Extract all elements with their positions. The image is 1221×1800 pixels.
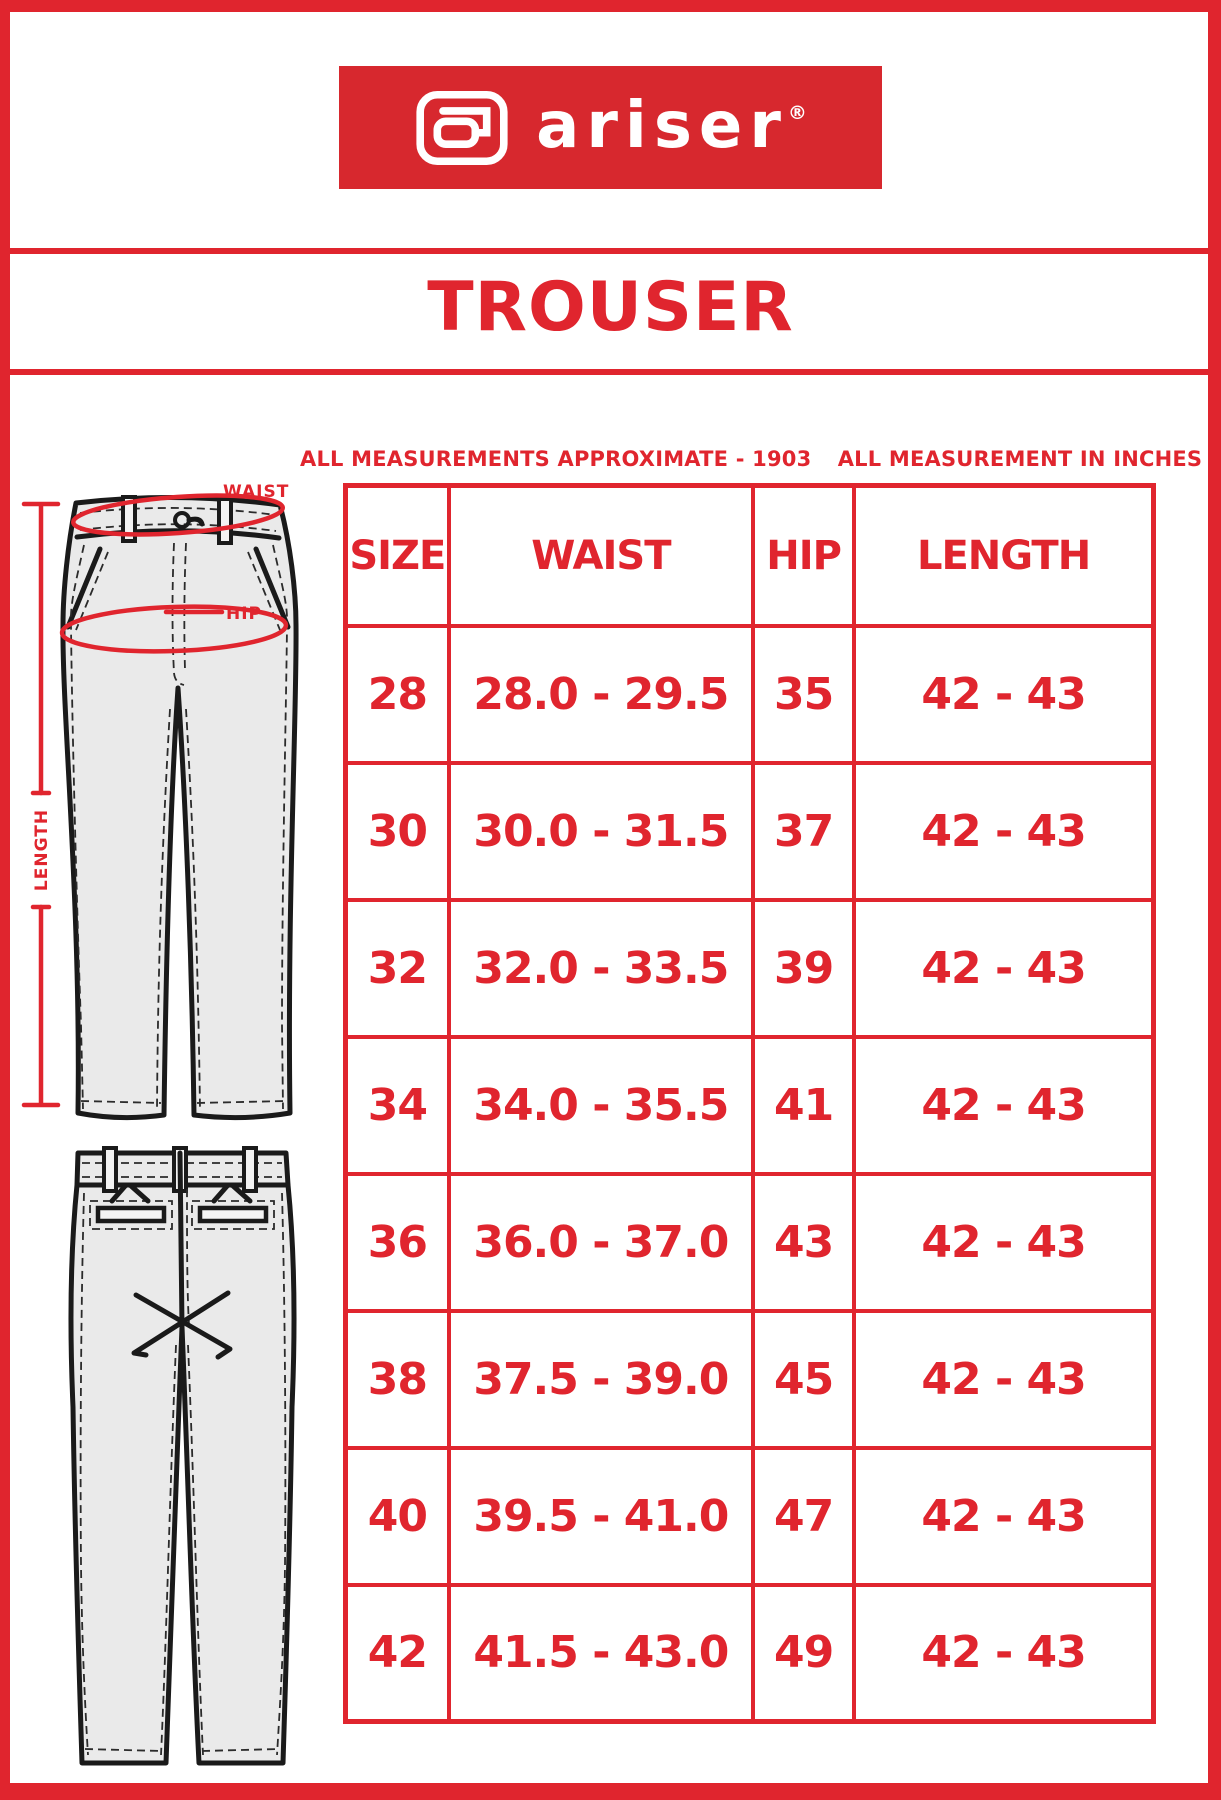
table-cell: 42 - 43: [854, 626, 1153, 763]
table-cell: 42 - 43: [854, 763, 1153, 900]
note-measurements-approximate: ALL MEASUREMENTS APPROXIMATE - 1903: [300, 447, 812, 471]
table-cell: 32: [346, 900, 449, 1037]
table-cell: 43: [753, 1174, 854, 1311]
divider-line-bottom: [10, 369, 1208, 375]
belt-loop: [219, 499, 231, 543]
column-header-size: SIZE: [346, 486, 449, 626]
table-cell: 47: [753, 1448, 854, 1585]
trouser-front-body: [63, 497, 296, 1117]
divider-line-top: [10, 248, 1208, 254]
page-title: TROUSER: [427, 268, 794, 347]
table-cell: 39.5 - 41.0: [449, 1448, 753, 1585]
table-cell: 28.0 - 29.5: [449, 626, 753, 763]
table-row: [346, 900, 1154, 1037]
table-row: [346, 626, 1154, 763]
ariser-monogram-icon: [414, 90, 510, 166]
column-header-length: LENGTH: [854, 486, 1153, 626]
table-row: [346, 1448, 1154, 1585]
table-cell: 39: [753, 900, 854, 1037]
table-cell: 30.0 - 31.5: [449, 763, 753, 900]
table-cell: 40: [346, 1448, 449, 1585]
table-cell: 41: [753, 1037, 854, 1174]
table-cell: 28: [346, 626, 449, 763]
table-cell: 42 - 43: [854, 1585, 1153, 1722]
length-label: LENGTH: [32, 808, 52, 892]
table-row: [346, 763, 1154, 900]
table-cell: 42 - 43: [854, 1037, 1153, 1174]
table-row: [346, 1174, 1154, 1311]
column-header-hip: HIP: [753, 486, 854, 626]
brand-wordmark: [536, 88, 807, 163]
size-table: [343, 483, 1156, 1724]
table-row: [346, 1037, 1154, 1174]
trouser-front-illustration: [16, 425, 316, 1125]
table-cell: 38: [346, 1311, 449, 1448]
table-cell: 49: [753, 1585, 854, 1722]
table-row: [346, 1311, 1154, 1448]
table-row: [346, 1585, 1154, 1722]
trouser-back-illustration: [40, 1145, 300, 1775]
table-cell: 42 - 43: [854, 1174, 1153, 1311]
back-pocket-left: [98, 1208, 164, 1221]
back-pocket-right: [200, 1208, 266, 1221]
center-back-seam: [180, 1153, 182, 1327]
belt-loop: [244, 1148, 256, 1191]
note-measurement-units: ALL MEASUREMENT IN INCHES: [837, 447, 1203, 471]
table-cell: 37.5 - 39.0: [449, 1311, 753, 1448]
table-cell: 30: [346, 763, 449, 900]
brand-name: ariser: [536, 88, 788, 163]
brand-logo: [339, 66, 882, 189]
table-cell: 42 - 43: [854, 1448, 1153, 1585]
column-header-waist: WAIST: [449, 486, 753, 626]
hip-label: HIP: [226, 604, 263, 624]
waist-label: WAIST: [223, 482, 290, 502]
table-cell: 34.0 - 35.5: [449, 1037, 753, 1174]
table-cell: 37: [753, 763, 854, 900]
table-cell: 42 - 43: [854, 900, 1153, 1037]
table-header-row: [346, 486, 1154, 626]
table-cell: 32.0 - 33.5: [449, 900, 753, 1037]
table-cell: 42: [346, 1585, 449, 1722]
table-cell: 36: [346, 1174, 449, 1311]
registered-trademark-symbol: ®: [787, 101, 807, 124]
belt-loop: [104, 1148, 116, 1191]
table-cell: 36.0 - 37.0: [449, 1174, 753, 1311]
table-cell: 41.5 - 43.0: [449, 1585, 753, 1722]
table-cell: 35: [753, 626, 854, 763]
table-cell: 42 - 43: [854, 1311, 1153, 1448]
table-cell: 34: [346, 1037, 449, 1174]
size-table-body: [346, 626, 1154, 1722]
table-cell: 45: [753, 1311, 854, 1448]
